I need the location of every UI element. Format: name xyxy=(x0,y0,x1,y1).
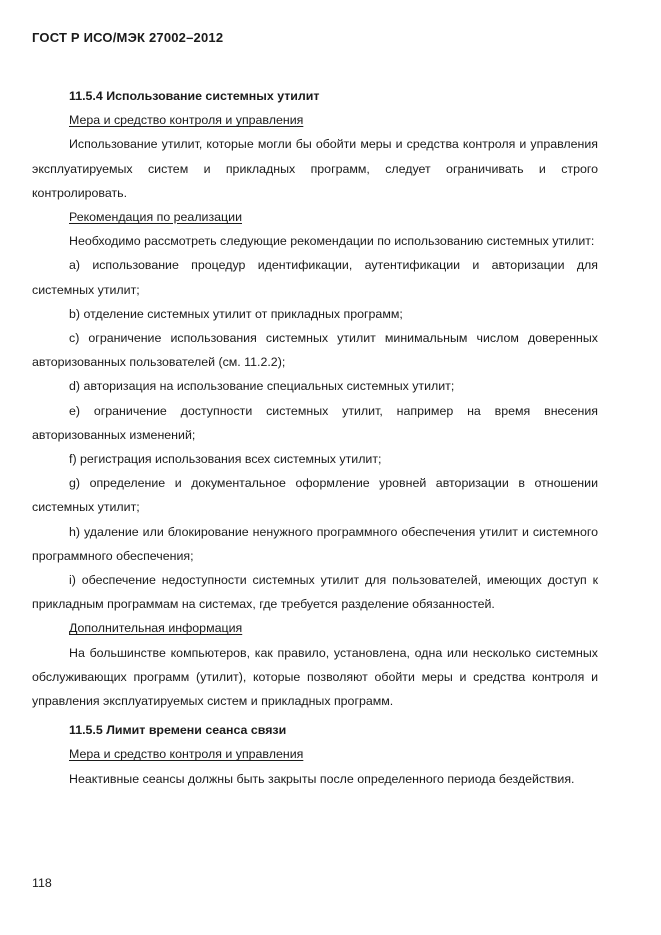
list-item-a: a) использование процедур идентификации, аутентификации и авторизации для системных утилит; xyxy=(32,258,598,297)
control-subheading-2 xyxy=(32,742,598,766)
document-header: ГОСТ Р ИСО/МЭК 27002–2012 xyxy=(32,30,224,45)
page-number: 118 xyxy=(32,876,52,890)
guidance-subheading xyxy=(32,205,598,229)
list-item-i: i) обеспечение недоступности системных утилит для пользователей, имеющих доступ к прикладным программам на системах, где требуется разделение обязанностей. xyxy=(32,573,598,612)
section-heading-11-5-4: 11.5.4 Использование системных утилит xyxy=(69,89,320,103)
info-paragraph: На большинстве компьютеров, как правило, установлена, одна или несколько системных обслуживающих программ (утилит), которые позволяют обойти меры и средства контроля и управления эксплуатируемых систем и прикладных программ. xyxy=(32,645,598,709)
section-heading-11-5-5: 11.5.5 Лимит времени сеанса связи xyxy=(69,723,287,738)
control-subheading-2-text: Мера и средство контроля и управления xyxy=(69,747,304,762)
list-item-g: g) определение и документальное оформление уровней авторизации в отношении системных утилит; xyxy=(32,476,598,515)
control-paragraph: Использование утилит, которые могли бы обойти меры и средства контроля и управления эксплуатируемых систем и прикладных программ, следует ограничивать и строго контролировать. xyxy=(32,137,598,200)
page-content xyxy=(32,84,598,791)
list-item-f: f) регистрация использования всех системных утилит; xyxy=(69,452,382,467)
info-subheading xyxy=(32,616,598,640)
guidance-subheading-text: Рекомендация по реализации xyxy=(69,210,242,225)
control-paragraph-2: Неактивные сеансы должны быть закрыты после определенного периода бездействия. xyxy=(69,771,575,786)
list-item-e: e) ограничение доступности системных утилит, например на время внесения авторизованных изменений; xyxy=(32,403,598,442)
list-item-d: d) авторизация на использование специальных системных утилит; xyxy=(69,379,455,394)
list-item-c: c) ограничение использования системных утилит минимальным числом доверенных авторизованных пользователей (см. 11.2.2); xyxy=(32,331,598,370)
list-item-h: h) удаление или блокирование ненужного программного обеспечения утилит и системного программного обеспечения; xyxy=(32,524,598,563)
control-subheading xyxy=(32,108,598,132)
guidance-intro: Необходимо рассмотреть следующие рекомендации по использованию системных утилит: xyxy=(69,234,595,249)
info-subheading-text: Дополнительная информация xyxy=(69,621,243,636)
list-item-b: b) отделение системных утилит от прикладных программ; xyxy=(69,306,403,321)
control-subheading-text: Мера и средство контроля и управления xyxy=(69,113,304,128)
